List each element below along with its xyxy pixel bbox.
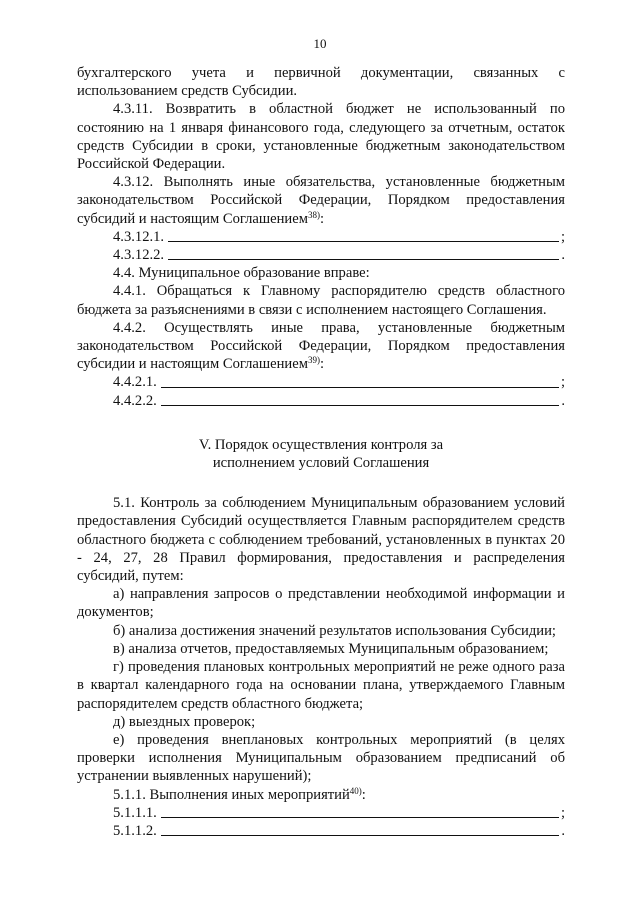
paragraph [77,319,565,374]
fill-in-line [168,258,559,260]
paragraph-text: 5.1.1. Выполнения иных мероприятий [113,786,350,803]
page-number: 10 [313,36,327,51]
blank-item-end: ; [560,374,565,391]
blank-item-end: . [561,247,565,264]
paragraph [77,64,565,100]
paragraph-text: а) направления запросов о представлении необходимой информации и документов; [77,586,565,621]
paragraph-text: д) выездных проверок; [113,713,256,730]
blank-item [77,373,565,391]
fill-in-line [161,816,559,818]
paragraph-text: 4.3.12. Выполнять иные обязательства, установленные бюджетным законодательством Российской Федерации, Порядком предоставления субсидий и настоящим Соглашением [77,174,565,227]
section-heading [77,436,565,472]
paragraph [77,264,565,282]
heading-line: исполнением условий Соглашения [212,455,430,472]
blank-item-label: 5.1.1.2. [113,822,157,839]
blank-item [77,228,565,246]
paragraph [77,585,565,621]
paragraph-text: 4.3.11. Возвратить в областной бюджет не использованный по состоянию на 1 января финансового года, следующего за отчетным, остаток средств Субсидии в сроки, установленные бюджетным законодательством Российской Федерации. [77,101,565,173]
blank-item-end: ; [560,228,565,245]
paragraph-text: е) проведения внеплановых контрольных мероприятий (в целях проверки исполнения Муниципальным образованием предписаний об устранении выявленных нарушений); [77,731,565,785]
blank-item [77,822,565,840]
paragraph [77,658,565,713]
footnote-ref: 39) [307,355,320,366]
blank-item [77,246,565,264]
fill-in-line [161,404,560,406]
paragraph-text: в) анализа отчетов, предоставляемых Муниципальным образованием; [113,640,549,657]
footnote-ref: 38) [307,209,320,220]
paragraph [77,731,565,786]
blank-item [77,392,565,410]
paragraph-text: 4.4. Муниципальное образование вправе: [113,265,370,282]
blank-item-label: 4.3.12.2. [113,247,165,264]
paragraph [77,640,565,658]
paragraph-text: б) анализа достижения значений результатов использования Субсидии; [113,622,556,639]
paragraph [77,713,565,731]
paragraph-tail: : [319,356,325,373]
paragraph [77,786,565,804]
paragraph-tail: : [319,210,325,227]
blank-item-end: . [561,822,565,839]
blank-item-end: . [561,392,565,409]
paragraph [77,494,565,585]
paragraph-text: 4.4.2. Осуществлять иные права, установленные бюджетным законодательством Российской Федерации, Порядком предоставления субсидии и настоящим Соглашением [77,319,565,373]
fill-in-line [168,240,559,242]
footnote-ref: 40) [349,785,362,796]
fill-in-line [161,834,560,836]
fill-in-line [161,386,559,388]
blank-item-label: 4.4.2.2. [113,392,157,409]
paragraph [77,622,565,640]
paragraph-tail: : [361,786,366,803]
paragraph-text: г) проведения плановых контрольных мероприятий не реже одного раза в квартал календарного года на основании плана, утверждаемого Главным распорядителем средств областного бюджета; [77,659,565,712]
paragraph [77,173,565,228]
blank-item-label: 5.1.1.1. [113,804,157,821]
heading-line: V. Порядок осуществления контроля за [198,436,444,453]
paragraph-text: бухгалтерского учета и первичной документации, связанных с использованием средств Субсидии. [77,65,565,100]
blank-item-label: 4.4.2.1. [113,374,157,391]
paragraph [77,282,565,318]
blank-item-label: 4.3.12.1. [113,228,165,245]
blank-item-end: ; [560,804,565,821]
paragraph-text: 4.4.1. Обращаться к Главному распорядителю средств областного бюджета за разъяснениями в связи с исполнением настоящего Соглашения. [77,283,565,318]
document-body [77,64,565,840]
paragraph [77,100,565,173]
blank-item [77,804,565,822]
paragraph-text: 5.1. Контроль за соблюдением Муниципальным образованием условий предоставления Субсидий осуществляется Главным распорядителем средств областного бюджета с соблюдением требований, установленных в пунктах 20 - 24, 27, 28 Правил формирования, предоставления и распределения субсидий, путем: [77,495,565,585]
